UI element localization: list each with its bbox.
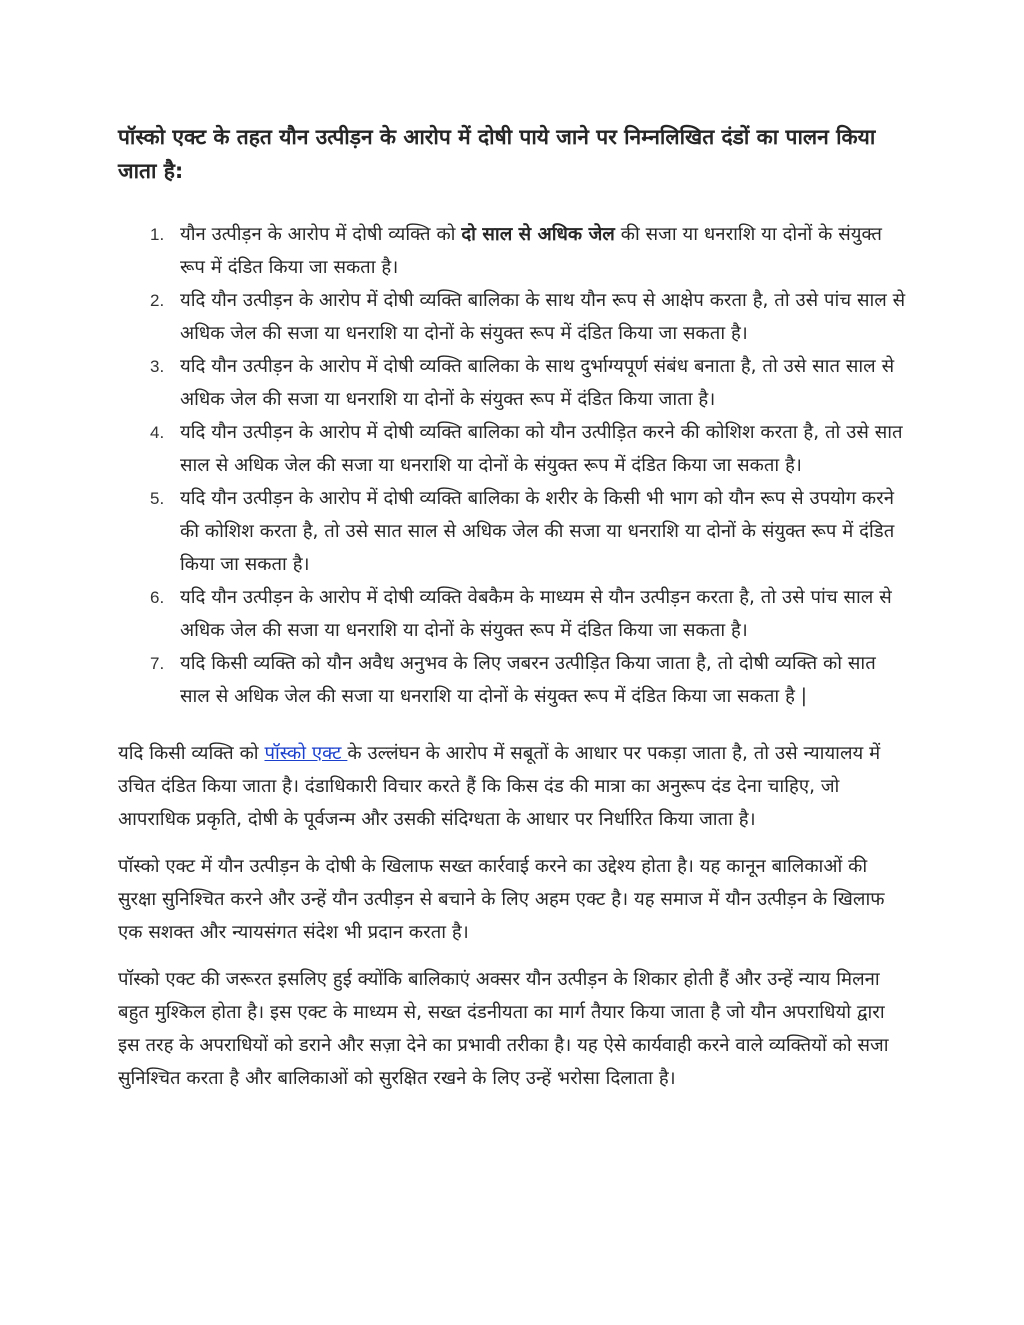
list-text: यदि यौन उत्पीड़न के आरोप में दोषी व्यक्ति बालिका को यौन उत्पीड़ित करने की कोशिश करता है, तो उसे सात साल से अधिक जेल की सजा या धनराशि या दोनों के संयुक्त रूप में दंडित किया जा सकता है। [180,422,903,476]
list-number: 1. [150,225,165,244]
pocso-act-link[interactable]: पॉस्को एक्ट [264,743,348,764]
list-item [118,284,908,350]
list-number: 2. [150,291,165,310]
list-text: यदि यौन उत्पीड़न के आरोप में दोषी व्यक्ति बालिका के साथ दुर्भाग्यपूर्ण संबंध बनाता है, तो उसे सात साल से अधिक जेल की सजा या धनराशि या दोनों के संयुक्त रूप में दंडित किया जाता है। [180,356,895,410]
paragraph-act-need: पॉस्को एक्ट की जरूरत इसलिए हुई क्योंकि बालिकाएं अक्सर यौन उत्पीड़न के शिकार होती हैं और उन्हें न्याय मिलना बहुत मुश्किल होता है। इस एक्ट के माध्यम से, सख्त दंडनीयता का मार्ग तैयार किया जाता है जो यौन अपराधियो द्वारा इस तरह के अपराधियों को डराने और सज़ा देने का प्रभावी तरीका है। यह ऐसे कार्यवाही करने वाले व्यक्तियों को सजा सुनिश्चित करता है और बालिकाओं को सुरक्षित रखने के लिए उन्हें भरोसा दिलाता है। [118,969,889,1089]
paragraph-text-after: के उल्लंघन के आरोप में सबूतों के आधार पर पकड़ा जाता है, तो उसे न्यायालय में उचित दंडित किया जाता है। दंडाधिकारी विचार करते हैं कि किस दंड की मात्रा का अनुरूप दंड देना चाहिए, जो आपराधिक प्रकृति, दोषी के पूर्वजन्म और उसकी संदिग्धता के आधार पर निर्धारित किया जाता है। [118,743,881,830]
document-heading: पॉस्को एक्ट के तहत यौन उत्पीड़न के आरोप में दोषी पाये जाने पर निम्नलिखित दंडों का पालन किया जाता है: [118,125,876,183]
paragraph-act-purpose: पॉस्को एक्ट में यौन उत्पीड़न के दोषी के खिलाफ सख्त कार्रवाई करने का उद्देश्य होता है। यह कानून बालिकाओं की सुरक्षा सुनिश्चित करने और उन्हें यौन उत्पीड़न से बचाने के लिए अहम एक्ट है। यह समाज में यौन उत्पीड़न के खिलाफ एक सशक्त और न्यायसंगत संदेश भी प्रदान करता है। [118,856,885,943]
list-text-after: की सजा या धनराशि या दोनों के संयुक्त रूप में दंडित किया जा सकता है। [180,224,882,278]
penalty-list [118,218,908,713]
list-item [118,218,908,284]
list-text: यदि किसी व्यक्ति को यौन अवैध अनुभव के लिए जबरन उत्पीड़ित किया जाता है, तो दोषी व्यक्ति को सात साल से अधिक जेल की सजा या धनराशि या दोनों के संयुक्त रूप में दंडित किया जा सकता है | [180,653,876,707]
list-text: यौन उत्पीड़न के आरोप में दोषी व्यक्ति को [180,224,462,245]
list-item [118,647,908,713]
list-text: यदि यौन उत्पीड़न के आरोप में दोषी व्यक्ति वेबकैम के माध्यम से यौन उत्पीड़न करता है, तो उसे पांच साल से अधिक जेल की सजा या धनराशि या दोनों के संयुक्त रूप में दंडित किया जा सकता है। [180,587,892,641]
list-text: यदि यौन उत्पीड़न के आरोप में दोषी व्यक्ति बालिका के शरीर के किसी भी भाग को यौन रूप से उपयोग करने की कोशिश करता है, तो उसे सात साल से अधिक जेल की सजा या धनराशि या दोनों के संयुक्त रूप में दंडित किया जा सकता है। [180,488,895,575]
list-number: 5. [150,489,165,508]
list-item [118,416,908,482]
list-number: 4. [150,423,165,442]
list-item [118,350,908,416]
list-text: यदि यौन उत्पीड़न के आरोप में दोषी व्यक्ति बालिका के साथ यौन रूप से आक्षेप करता है, तो उसे पांच साल से अधिक जेल की सजा या धनराशि या दोनों के संयुक्त रूप में दंडित किया जा सकता है। [180,290,906,344]
list-number: 6. [150,588,165,607]
list-number: 3. [150,357,165,376]
list-number: 7. [150,654,165,673]
paragraph-text: यदि किसी व्यक्ति को [118,743,265,764]
list-item [118,482,908,581]
list-item [118,581,908,647]
paragraph-pocso-violation [118,737,908,836]
document-page [118,120,908,1109]
list-bold-text: दो साल से अधिक जेल [461,224,615,245]
